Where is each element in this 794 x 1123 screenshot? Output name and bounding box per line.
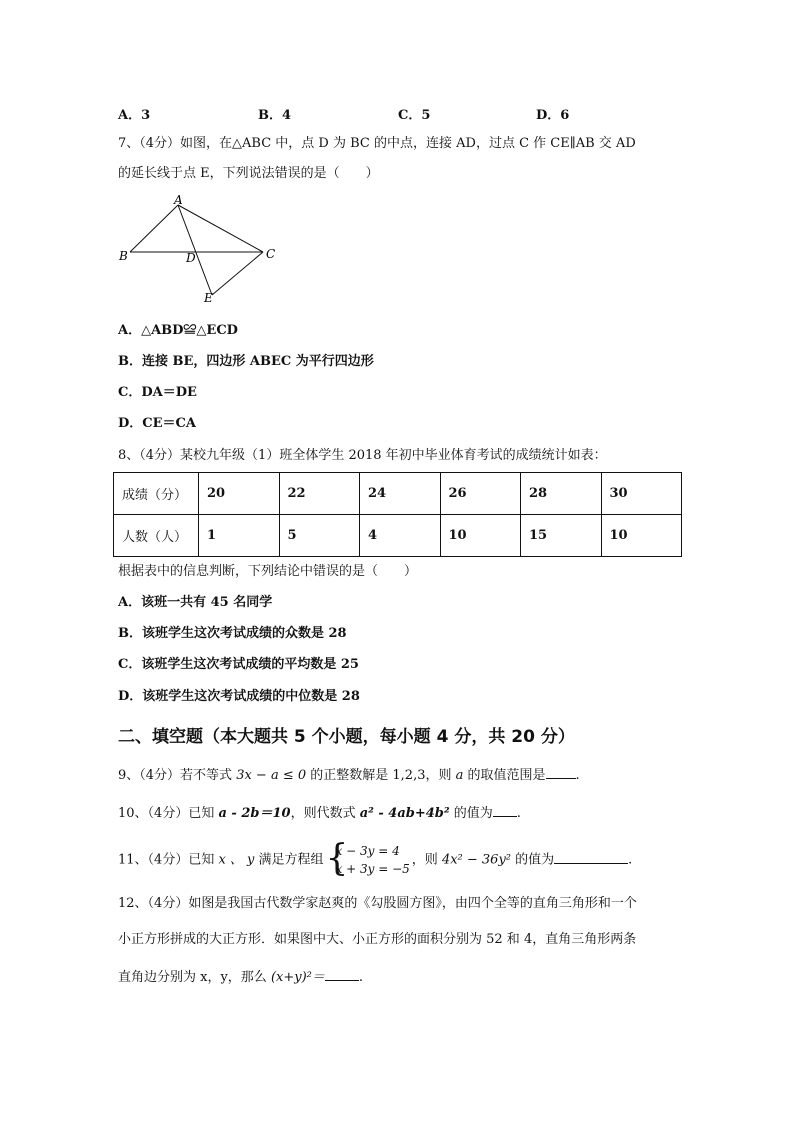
q10-end: . [516, 806, 521, 821]
q6-choice-d: D．6 [536, 108, 570, 123]
q11-equation-system [325, 838, 410, 879]
q8-option-c: C．该班学生这次考试成绩的平均数是 25 [118, 657, 359, 672]
q11-end: . [628, 852, 633, 868]
q9 [118, 765, 580, 785]
table-cell: 24 [360, 473, 441, 515]
table-row [114, 473, 682, 515]
q7-option-c: C．DA＝DE [118, 385, 197, 400]
q9-mid: 的正整数解是 [306, 768, 393, 783]
q11-expression: 4x² − 36y² [441, 852, 512, 868]
segment-ac [178, 205, 263, 252]
q10-answer-blank[interactable] [493, 803, 517, 817]
q11-equation-2: x + 3y = −5 [335, 862, 410, 876]
q11-equation-1: x − 3y = 4 [335, 844, 400, 858]
table-cell: 30 [601, 473, 682, 515]
q10-expression: a² - 4ab+4b² [359, 806, 450, 821]
q8-stem: 8、（4分）某校九年级（1）班全体学生 2018 年初中毕业体育考试的成绩统计如表： [118, 448, 607, 463]
table-cell: 10 [440, 515, 521, 557]
segment-ce [212, 252, 263, 295]
q9-inequality: 3x − a ≤ 0 [236, 768, 307, 783]
q7-stem-line2: 的延长线于点 E，下列说法错误的是（ ） [118, 166, 379, 181]
segment-ab [130, 205, 178, 252]
q6-choice-a: A．3 [118, 108, 151, 123]
triangle-figure [112, 195, 282, 310]
brace-icon: { [325, 838, 349, 879]
q12-end: . [358, 970, 364, 985]
q7-option-d: D．CE＝CA [118, 416, 196, 431]
segment-ae [178, 205, 212, 295]
q11-suffix: 的值为 [511, 852, 555, 868]
table-cell: 15 [521, 515, 602, 557]
q10-suffix: 的值为 [449, 806, 493, 821]
q8-option-a: A．该班一共有 45 名同学 [118, 595, 273, 610]
table-cell: 4 [360, 515, 441, 557]
q11-prefix: 11、（4分）已知 [118, 852, 219, 868]
table-cell: 26 [440, 473, 521, 515]
q6-choice-c: C．5 [398, 108, 431, 123]
table-cell: 5 [279, 515, 360, 557]
q9-mid2: ，则 [425, 768, 456, 783]
q12-answer-blank[interactable] [325, 967, 359, 981]
label-b: B [119, 249, 128, 263]
section-title: 二、填空题（本大题共 5 个小题，每小题 4 分，共 20 分） [118, 727, 575, 747]
table-cell: 22 [279, 473, 360, 515]
q7-option-b: B．连接 BE，四边形 ABEC 为平行四边形 [118, 354, 374, 369]
q6-choice-b: B．4 [258, 108, 292, 123]
q10-prefix: 10、（4分）已知 [118, 806, 219, 821]
label-c: C [266, 247, 276, 261]
q11-mid2: ，则 [411, 852, 442, 868]
table-row [114, 515, 682, 557]
table-cell: 10 [601, 515, 682, 557]
table-cell: 20 [199, 473, 280, 515]
q7-option-a: A．△ABD≌△ECD [118, 323, 238, 338]
q9-solutions: 1,2,3 [392, 768, 426, 783]
q9-suffix: 的取值范围是 [463, 768, 546, 783]
q9-var: a [455, 768, 464, 783]
q11-answer-blank[interactable] [554, 850, 628, 864]
q9-end: . [575, 768, 580, 783]
q10-mid: ，则代数式 [290, 806, 360, 821]
q10 [118, 803, 521, 823]
q11 [118, 838, 633, 879]
score-table [113, 472, 682, 557]
q9-prefix: 9、（4分）若不等式 [118, 768, 237, 783]
table-cell: 1 [199, 515, 280, 557]
q11-vars: x 、 y [218, 852, 255, 868]
table-header-count: 人数（人） [114, 515, 199, 557]
q7-stem-line1: 7、（4分）如图，在△ABC 中，点 D 为 BC 的中点，连接 AD，过点 C 作 CE∥AB 交 AD [118, 136, 636, 151]
q8-question: 根据表中的信息判断，下列结论中错误的是（ ） [118, 564, 418, 579]
q9-answer-blank[interactable] [546, 765, 576, 779]
q8-option-d: D．该班学生这次考试成绩的中位数是 28 [118, 689, 360, 704]
q12-line1: 12、（4分）如图是我国古代数学家赵爽的《勾股圆方图》，由四个全等的直角三角形和一个 [118, 896, 637, 911]
table-header-score: 成绩（分） [114, 473, 199, 515]
label-e: E [204, 291, 213, 305]
q10-condition: a - 2b＝10 [218, 806, 291, 821]
q11-mid: 满足方程组 [254, 852, 324, 868]
label-d: D [186, 251, 196, 265]
q12-expression: (x+y)²＝ [270, 970, 325, 985]
q12-line3 [118, 967, 363, 987]
q12-line3-prefix: 直角边分别为 x，y，那么 [118, 970, 271, 985]
label-a: A [174, 195, 183, 207]
q8-option-b: B．该班学生这次考试成绩的众数是 28 [118, 626, 347, 641]
q12-line2: 小正方形拼成的大正方形．如果图中大、小正方形的面积分别为 52 和 4，直角三角形两条 [118, 932, 637, 947]
table-cell: 28 [521, 473, 602, 515]
